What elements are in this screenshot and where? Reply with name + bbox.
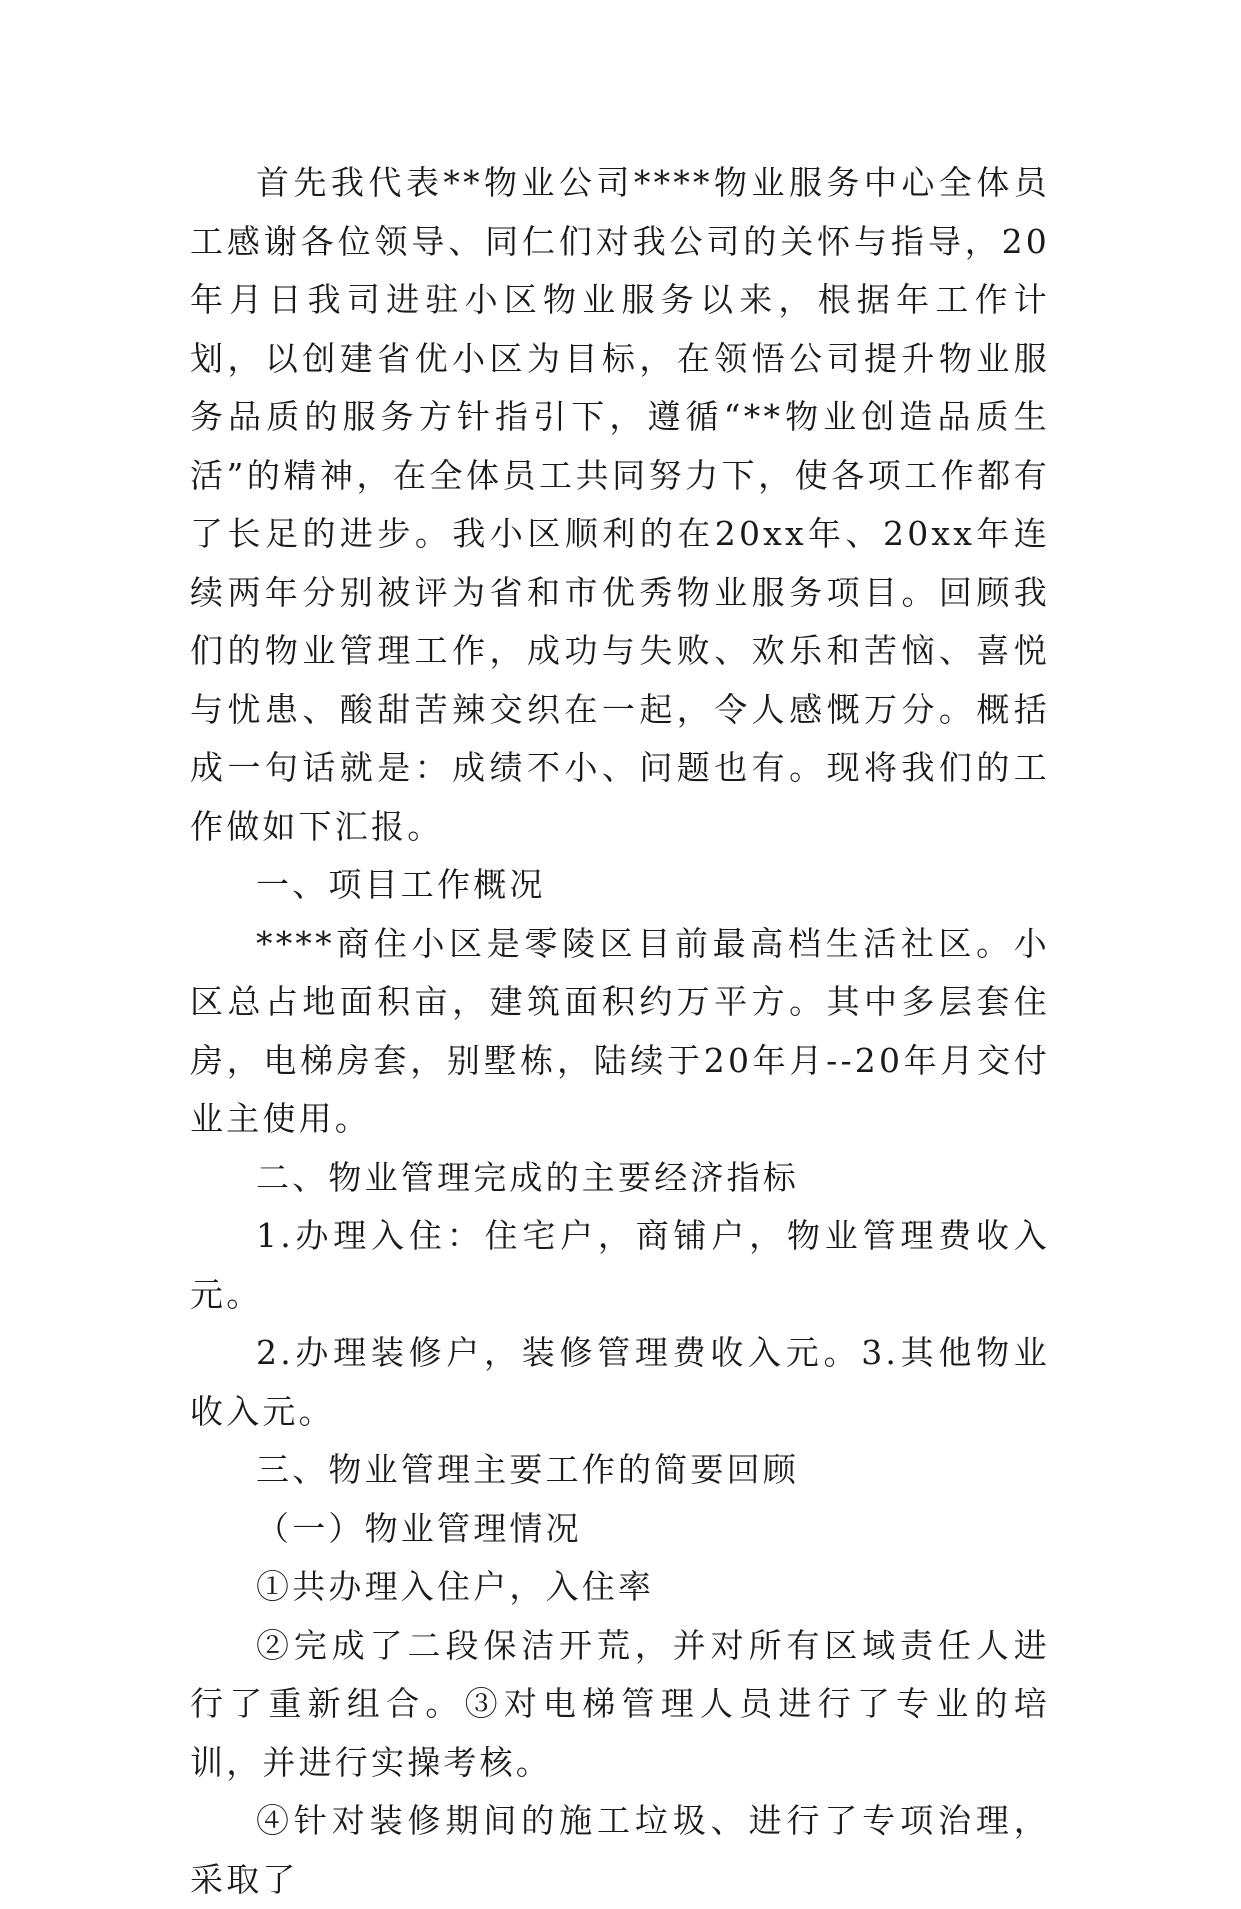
document-body [190,154,1050,1909]
subsection-heading-1: （一）物业管理情况 [256,1508,582,1548]
project-overview-paragraph: ****商住小区是零陵区目前最高档生活社区。小区总占地面积亩，建筑面积约万平方。其中多层套住房，电梯房套，别墅栋，陆续于20年月--20年月交付业主使用。 [190,923,1050,1138]
section-heading-2: 二、物业管理完成的主要经济指标 [256,1157,799,1197]
work-item-1: ①共办理入住户，入住率 [256,1567,655,1606]
work-item-4: ④针对装修期间的施工垃圾、进行了专项治理，采取了 [190,1801,1050,1899]
indicator-item-1: 1.办理入住：住宅户，商铺户，物业管理费收入元。 [190,1216,1050,1314]
section-heading-3: 三、物业管理主要工作的简要回顾 [256,1450,799,1489]
intro-paragraph: 首先我代表**物业公司****物业服务中心全体员工感谢各位领导、同仁们对我公司的关怀与指导，20年月日我司进驻小区物业服务以来，根据年工作计划，以创建省优小区为目标，在领悟公司提升物业服务品质的服务方针指引下，遵循“**物业创造品质生活”的精神，在全体员工共同努力下，使各项工作都有了长足的进步。我小区顺利的在20xx年、20xx年连续两年分别被评为省和市优秀物业服务项目。回顾我们的物业管理工作，成功与失败、欢乐和苦恼、喜悦与忧患、酸甜苦辣交织在一起，令人感慨万分。概括成一句话就是：成绩不小、问题也有。现将我们的工作做如下汇报。 [190,163,1050,846]
indicator-item-2: 2.办理装修户，装修管理费收入元。3.其他物业收入元。 [190,1333,1050,1431]
section-heading-1: 一、项目工作概况 [256,865,546,904]
work-item-2: ②完成了二段保洁开荒，并对所有区域责任人进行了重新组合。③对电梯管理人员进行了专业的培训，并进行实操考核。 [190,1625,1050,1782]
